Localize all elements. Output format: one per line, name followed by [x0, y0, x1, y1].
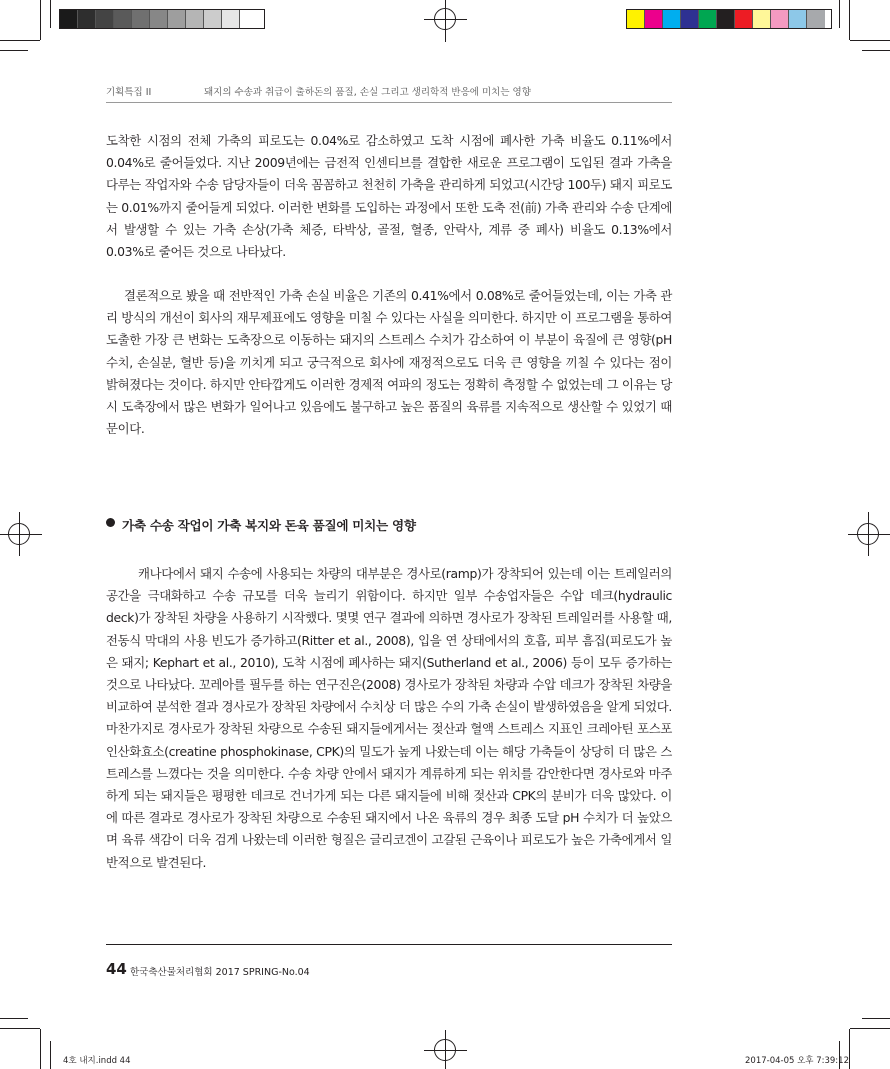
- color-swatch: [681, 10, 699, 28]
- gray-swatch: [78, 10, 96, 28]
- color-swatch: [717, 10, 735, 28]
- gray-swatch: [150, 10, 168, 28]
- body-paragraph-1: 도착한 시점의 전체 가축의 피로도는 0.04%로 감소하였고 도착 시점에 폐사한 가축 비율도 0.11%에서 0.04%로 줄어들었다. 지난 2009년에는 금전적 인센티브를 결합한 새로운 프로그램이 도입된 결과 가축을 다루는 작업자와 수송 담당자들이 더욱 꼼꼼하고 천천히 가축을 관리하게 되었고(시간당 100두) 돼지 피로도는 0.01%까지 줄어들게 되었다. 이러한 변화를 도입하는 과정에서 또한 도축 전(前) 가축 관리와 수송 단계에서 발생할 수 있는 가축 손상(가축 체증, 타박상, 골절, 혈종, 안락사, 계류 중 폐사) 비율도 0.13%에서 0.03%로 줄어든 것으로 나타났다.: [106, 133, 672, 260]
- color-swatch: [789, 10, 807, 28]
- gray-swatch: [114, 10, 132, 28]
- body-paragraph-3: 캐나다에서 돼지 수송에 사용되는 차량의 대부분은 경사로(ramp)가 장착되어 있는데 이는 트레일러의 공간을 극대화하고 수송 규모를 더욱 늘리기 위함이다. 하지만 일부 수송업자들은 수압 데크(hydraulic deck)가 장착된 차량을 사용하기 시작했다. 몇몇 연구 결과에 의하면 경사로가 장착된 트레일러를 사용할 때, 전동식 막대의 사용 빈도가 증가하고(Ritter et al., 2008), 입을 연 상태에서의 호흡, 피부 흠집(피로도가 높은 돼지; Kephart et al., 2010), 도착 시점에 폐사하는 돼지(Sutherland et al., 2006) 등이 모두 증가하는 것으로 나타났다. 꼬레아를 필두를 하는 연구진은(2008) 경사로가 장착된 차량과 수압 데크가 장착된 차량을 비교하여 분석한 결과 경사로가 장착된 차량에서 수치상 더 많은 수의 가축 손실이 발생하였음을 알게 되었다. 마찬가지로 경사로가 장착된 차량으로 수송된 돼지들에게서는 젖산과 혈액 스트레스 지표인 크레아틴 포스포인산화효소(creatine phosphokinase, CPK)의 밀도가 높게 나왔는데 이는 해당 가축들이 상당히 더 많은 스트레스를 느꼈다는 것을 의미한다. 수송 차량 안에서 돼지가 계류하게 되는 위치를 감안한다면 경사로와 마주하게 되는 돼지들은 평평한 데크로 건너가게 되는 다른 돼지들에 비해 젖산과 CPK의 분비가 더욱 많았다. 이에 따른 결과로 경사로가 장착된 차량으로 수송된 돼지에서 나온 육류의 경우 최종 도달 pH 수치가 더 높았으며 육류 색감이 더욱 검게 나왔는데 이러한 형질은 글리코겐이 고갈된 근육이나 피로도가 높은 가축에게서 일반적으로 발견된다.: [106, 566, 672, 870]
- color-swatch: [627, 10, 645, 28]
- color-swatch: [753, 10, 771, 28]
- color-swatch: [699, 10, 717, 28]
- grayscale-color-bar: [59, 9, 265, 29]
- body-paragraph-2: 결론적으로 봤을 때 전반적인 가축 손실 비율은 기존의 0.41%에서 0.08%로 줄어들었는데, 이는 가축 관리 방식의 개선이 회사의 재무제표에도 영향을 미칠 수 있다는 사실을 의미한다. 하지만 이 프로그램을 통하여 도출한 가장 큰 변화는 도축장으로 이동하는 돼지의 스트레스 수치가 감소하여 이 부분이 육질에 큰 영향(pH 수치, 손실분, 혈반 등)을 끼치게 되고 궁극적으로 회사에 재정적으로도 더욱 큰 영향을 끼칠 수 있다는 점이 밝혀졌다는 것이다. 하지만 안타깝게도 이러한 경제적 여파의 정도는 정확히 측정할 수 없었는데 그 이유는 당시 도축장에서 많은 변화가 일어나고 있음에도 불구하고 높은 품질의 육류를 지속적으로 생산할 수 있었기 때문이다.: [106, 288, 672, 437]
- page-number: 44: [106, 960, 127, 978]
- color-swatch: [771, 10, 789, 28]
- header-divider: [106, 102, 672, 103]
- gray-swatch: [222, 10, 240, 28]
- color-swatch: [735, 10, 753, 28]
- color-swatch: [807, 10, 825, 28]
- gray-swatch: [60, 10, 78, 28]
- slug-datetime: 2017-04-05 오후 7:39:12: [745, 1056, 849, 1066]
- gray-swatch: [204, 10, 222, 28]
- section-heading: 가축 수송 작업이 가축 복지와 돈육 품질에 미치는 영향: [122, 518, 416, 533]
- gray-swatch: [132, 10, 150, 28]
- gray-swatch: [186, 10, 204, 28]
- gray-swatch: [240, 10, 258, 28]
- header-article-title: 돼지의 수송과 취급이 출하돈의 품질, 손실 그리고 생리학적 반응에 미치는 영향: [204, 87, 531, 98]
- running-header: [106, 84, 671, 98]
- header-section-label: 기획특집 II: [106, 87, 152, 98]
- gray-swatch: [168, 10, 186, 28]
- color-swatch: [645, 10, 663, 28]
- journal-name: 한국축산물처리협회 2017 SPRING-No.04: [130, 967, 310, 978]
- footer-divider: [106, 944, 672, 945]
- slug-filename: 4호 내지.indd 44: [63, 1056, 131, 1066]
- bullet-icon: [106, 518, 115, 527]
- gray-swatch: [96, 10, 114, 28]
- process-color-bar: [626, 9, 832, 29]
- color-swatch: [663, 10, 681, 28]
